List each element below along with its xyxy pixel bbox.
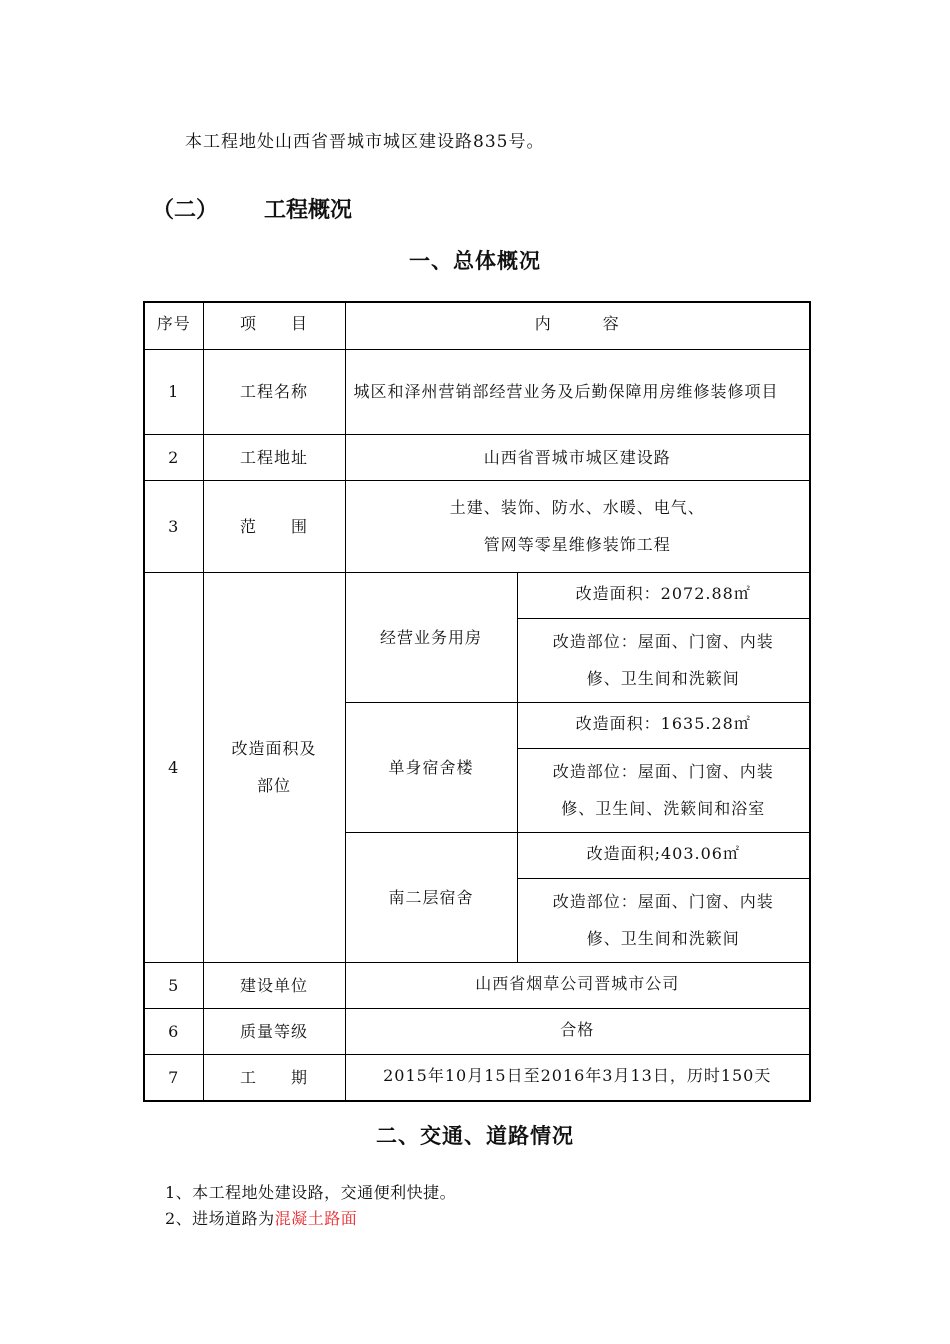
row-no: 1: [144, 349, 203, 434]
row-item: 范 围: [203, 480, 345, 572]
row-content: 2015年10月15日至2016年3月13日，历时150天: [345, 1054, 810, 1101]
row-content: 山西省晋城市城区建设路: [345, 434, 810, 480]
row-item: 工程名称: [203, 349, 345, 434]
row-content: 山西省烟草公司晋城市公司: [345, 962, 810, 1008]
header-item: 项 目: [203, 302, 345, 349]
building-area: 改造面积：2072.88㎡: [517, 572, 810, 618]
row-no: 7: [144, 1054, 203, 1101]
table-row: [144, 480, 810, 572]
section-heading: [152, 193, 352, 224]
building-name: 单身宿舍楼: [345, 702, 517, 832]
section-number: （二）: [152, 198, 219, 223]
overview-heading: 一、总体概况: [409, 249, 541, 273]
table-row: [144, 572, 810, 618]
building-name: 南二层宿舍: [345, 832, 517, 962]
traffic-line-2-prefix: 2、进场道路为: [165, 1209, 275, 1228]
row-no: 6: [144, 1008, 203, 1054]
building-area: 改造面积;403.06㎡: [517, 832, 810, 878]
table-row: [144, 349, 810, 434]
table-row: [144, 434, 810, 480]
row-content: 城区和泽州营销部经营业务及后勤保障用房维修装修项目: [345, 349, 810, 434]
header-content: 内 容: [345, 302, 810, 349]
parts-line: 修、卫生间、洗簌间和浴室: [561, 799, 766, 818]
traffic-line-1: 1、本工程地处建设路，交通便利快捷。: [165, 1183, 457, 1202]
row-item: 建设单位: [203, 962, 345, 1008]
row-item: 工 期: [203, 1054, 345, 1101]
row-content: [345, 480, 810, 572]
building-parts: [517, 618, 810, 702]
scope-line: 土建、装饰、防水、水暖、电气、: [449, 498, 705, 517]
scope-line: 管网等零星维修装饰工程: [483, 535, 671, 554]
parts-line: 修、卫生间和洗簌间: [586, 929, 740, 948]
item-line: 部位: [256, 776, 291, 795]
row-no: 3: [144, 480, 203, 572]
table-row: [144, 1054, 810, 1101]
section-title: 工程概况: [264, 198, 353, 223]
row-item: [203, 572, 345, 962]
building-name: 经营业务用房: [345, 572, 517, 702]
traffic-heading: 二、交通、道路情况: [376, 1124, 574, 1148]
parts-line: 改造部位：屋面、门窗、内装: [552, 632, 774, 651]
row-item: 质量等级: [203, 1008, 345, 1054]
row-no: 5: [144, 962, 203, 1008]
header-no: 序号: [144, 302, 203, 349]
table-header-row: [144, 302, 810, 349]
intro-paragraph: 本工程地处山西省晋城市城区建设路835号。: [185, 132, 545, 152]
traffic-line-2: [165, 1206, 357, 1229]
project-overview-table: [143, 301, 811, 1102]
item-line: 改造面积及: [231, 739, 317, 758]
parts-line: 修、卫生间和洗簌间: [586, 669, 740, 688]
parts-line: 改造部位：屋面、门窗、内装: [552, 762, 774, 781]
row-item: 工程地址: [203, 434, 345, 480]
table-row: [144, 1008, 810, 1054]
row-content: 合格: [345, 1008, 810, 1054]
building-parts: [517, 748, 810, 832]
table-row: [144, 962, 810, 1008]
row-no: 2: [144, 434, 203, 480]
building-area: 改造面积：1635.28㎡: [517, 702, 810, 748]
parts-line: 改造部位：屋面、门窗、内装: [552, 892, 774, 911]
building-parts: [517, 878, 810, 962]
row-no: 4: [144, 572, 203, 962]
road-type-highlight: 混凝土路面: [274, 1209, 358, 1228]
